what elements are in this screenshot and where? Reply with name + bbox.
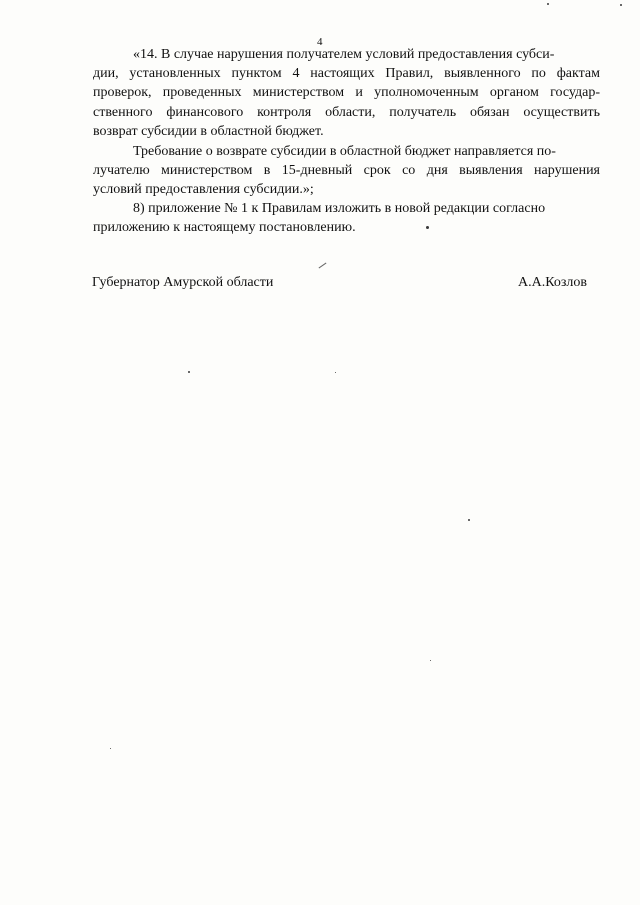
signatory-position: Губернатор Амурской области: [92, 275, 274, 290]
scan-speck: [110, 748, 111, 749]
paragraph-requirement-line-1: Требование о возврате субсидии в областной бюджет направляется по-: [133, 144, 556, 159]
scan-speck: [188, 371, 190, 373]
paragraph-14-line-4: ственного финансового контроля области, получатель обязан осуществить: [93, 105, 600, 120]
paragraph-8-line-2: приложению к настоящему постановлению.: [93, 220, 356, 235]
scan-speck: [426, 226, 429, 229]
signatory-name: А.А.Козлов: [518, 275, 587, 290]
scan-speck: [547, 3, 549, 5]
page-number: 4: [317, 36, 323, 48]
scan-speck: [430, 660, 431, 661]
scan-speck: [335, 372, 336, 373]
paragraph-14-line-3: проверок, проведенных министерством и уполномоченным органом государ-: [93, 85, 600, 100]
paragraph-14-line-5: возврат субсидии в областной бюджет.: [93, 124, 324, 139]
paragraph-14-line-2: дии, установленных пунктом 4 настоящих Правил, выявленного по фактам: [93, 66, 600, 81]
paragraph-requirement-line-3: условий предоставления субсидии.»;: [93, 182, 314, 197]
paragraph-8-line-1: 8) приложение № 1 к Правилам изложить в новой редакции согласно: [133, 201, 546, 216]
scan-mark: [319, 263, 327, 269]
scan-speck: [620, 4, 622, 6]
paragraph-14-line-1: «14. В случае нарушения получателем условий предоставления субси-: [133, 47, 555, 62]
paragraph-requirement-line-2: лучателю министерством в 15-дневный срок со дня выявления нарушения: [93, 163, 600, 178]
scan-speck: [468, 519, 470, 521]
